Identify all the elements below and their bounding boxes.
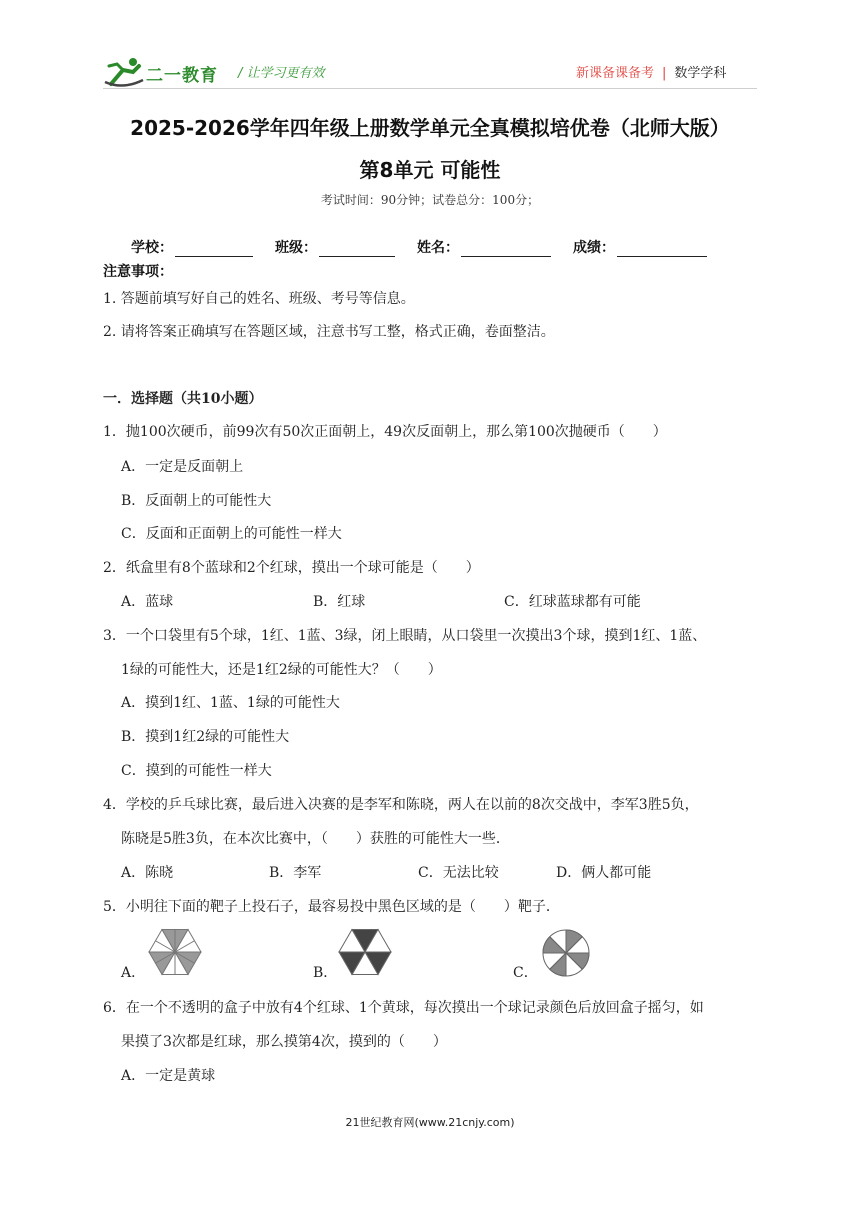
option-c[interactable]: C．红球蓝球都有可能: [504, 594, 641, 610]
target-a-hexagon-icon[interactable]: [148, 928, 202, 980]
exam-info: 考试时间：90分钟；试卷总分：100分；: [320, 193, 540, 207]
option-b[interactable]: B．李军: [269, 865, 322, 881]
class-blank[interactable]: [319, 240, 395, 257]
option-d[interactable]: D．俩人都可能: [556, 865, 652, 881]
unit-title: 第8单元 可能性: [359, 158, 501, 182]
question-stem: 2．纸盒里有8个蓝球和2个红球，摸出一个球可能是（ ）: [103, 560, 480, 576]
option-c[interactable]: C．摸到的可能性一样大: [121, 763, 272, 779]
header-subject-label: 数学学科: [674, 66, 727, 81]
note-item: 1. 答题前填写好自己的姓名、班级、考号等信息。: [103, 291, 415, 307]
option-c[interactable]: C．: [513, 965, 538, 981]
page-title: 2025-2026学年四年级上册数学单元全真模拟培优卷（北师大版）: [130, 116, 730, 140]
question-stem-cont: 陈晓是5胜3负，在本次比赛中，（ ）获胜的可能性大一些．: [121, 831, 510, 847]
school-field[interactable]: [131, 237, 253, 257]
option-b[interactable]: B．: [313, 965, 338, 981]
question-stem-cont: 果摸了3次都是红球，那么摸第4次，摸到的（ ）: [121, 1034, 447, 1050]
question-stem: 4．学校的乒乓球比赛，最后进入决赛的是李军和陈晓，两人在以前的8次交战中，李军3胜5负，: [103, 797, 699, 813]
score-blank[interactable]: [617, 240, 707, 257]
option-b[interactable]: B．红球: [313, 594, 366, 610]
option-a[interactable]: A．蓝球: [121, 594, 174, 610]
runner-logo-icon: [103, 56, 147, 88]
question-stem: 3．一个口袋里有5个球，1红、1蓝、3绿，闭上眼睛，从口袋里一次摸出3个球，摸到1红、1蓝、: [103, 628, 707, 644]
header-separator: |: [662, 66, 667, 81]
question-stem: 1．抛100次硬币，前99次有50次正面朝上，49次反面朝上，那么第100次抛硬币（ ）: [103, 424, 667, 440]
option-a[interactable]: A．: [121, 965, 146, 981]
name-blank[interactable]: [461, 240, 551, 257]
question-stem: 5．小明往下面的靶子上投石子，最容易投中黑色区域的是（ ）靶子．: [103, 899, 560, 915]
option-b[interactable]: B．摸到1红2绿的可能性大: [121, 729, 290, 745]
score-label: 成绩：: [573, 240, 615, 256]
name-label: 姓名：: [417, 240, 459, 256]
option-c[interactable]: C．无法比较: [418, 865, 499, 881]
option-b[interactable]: B．反面朝上的可能性大: [121, 493, 272, 509]
note-item: 2. 请将答案正确填写在答题区域，注意书写工整，格式正确，卷面整洁。: [103, 324, 555, 340]
header-divider: [103, 88, 757, 89]
logo-text: 二一教育: [146, 66, 218, 86]
score-field[interactable]: [573, 237, 707, 257]
option-a[interactable]: A．一定是黄球: [121, 1068, 216, 1084]
name-field[interactable]: [417, 237, 551, 257]
class-label: 班级：: [275, 240, 317, 256]
option-a[interactable]: A．陈晓: [121, 865, 174, 881]
class-field[interactable]: [275, 237, 395, 257]
question-stem: 6．在一个不透明的盒子中放有4个红球、1个黄球，每次摸出一个球记录颜色后放回盒子摇匀，如: [103, 1000, 704, 1016]
option-a[interactable]: A．摸到1红、1蓝、1绿的可能性大: [121, 695, 340, 711]
page-footer: 21世纪教育网(www.21cnjy.com): [345, 1116, 515, 1129]
question-stem-cont: 1绿的可能性大，还是1红2绿的可能性大？（ ）: [121, 662, 442, 678]
option-a[interactable]: A．一定是反面朝上: [121, 459, 244, 475]
header-right: [576, 62, 726, 81]
notes-heading: 注意事项：: [103, 264, 173, 280]
school-blank[interactable]: [175, 240, 253, 257]
option-c[interactable]: C．反面和正面朝上的可能性一样大: [121, 526, 342, 542]
target-c-circle-icon[interactable]: [540, 928, 592, 982]
header-course-label: 新课备课备考: [576, 66, 655, 81]
slogan: / 让学习更有效: [238, 66, 325, 81]
student-info-fields: [131, 237, 729, 257]
school-label: 学校：: [131, 240, 173, 256]
section-title: 一．选择题（共10小题）: [103, 391, 263, 407]
target-b-hexagon-icon[interactable]: [338, 928, 392, 980]
